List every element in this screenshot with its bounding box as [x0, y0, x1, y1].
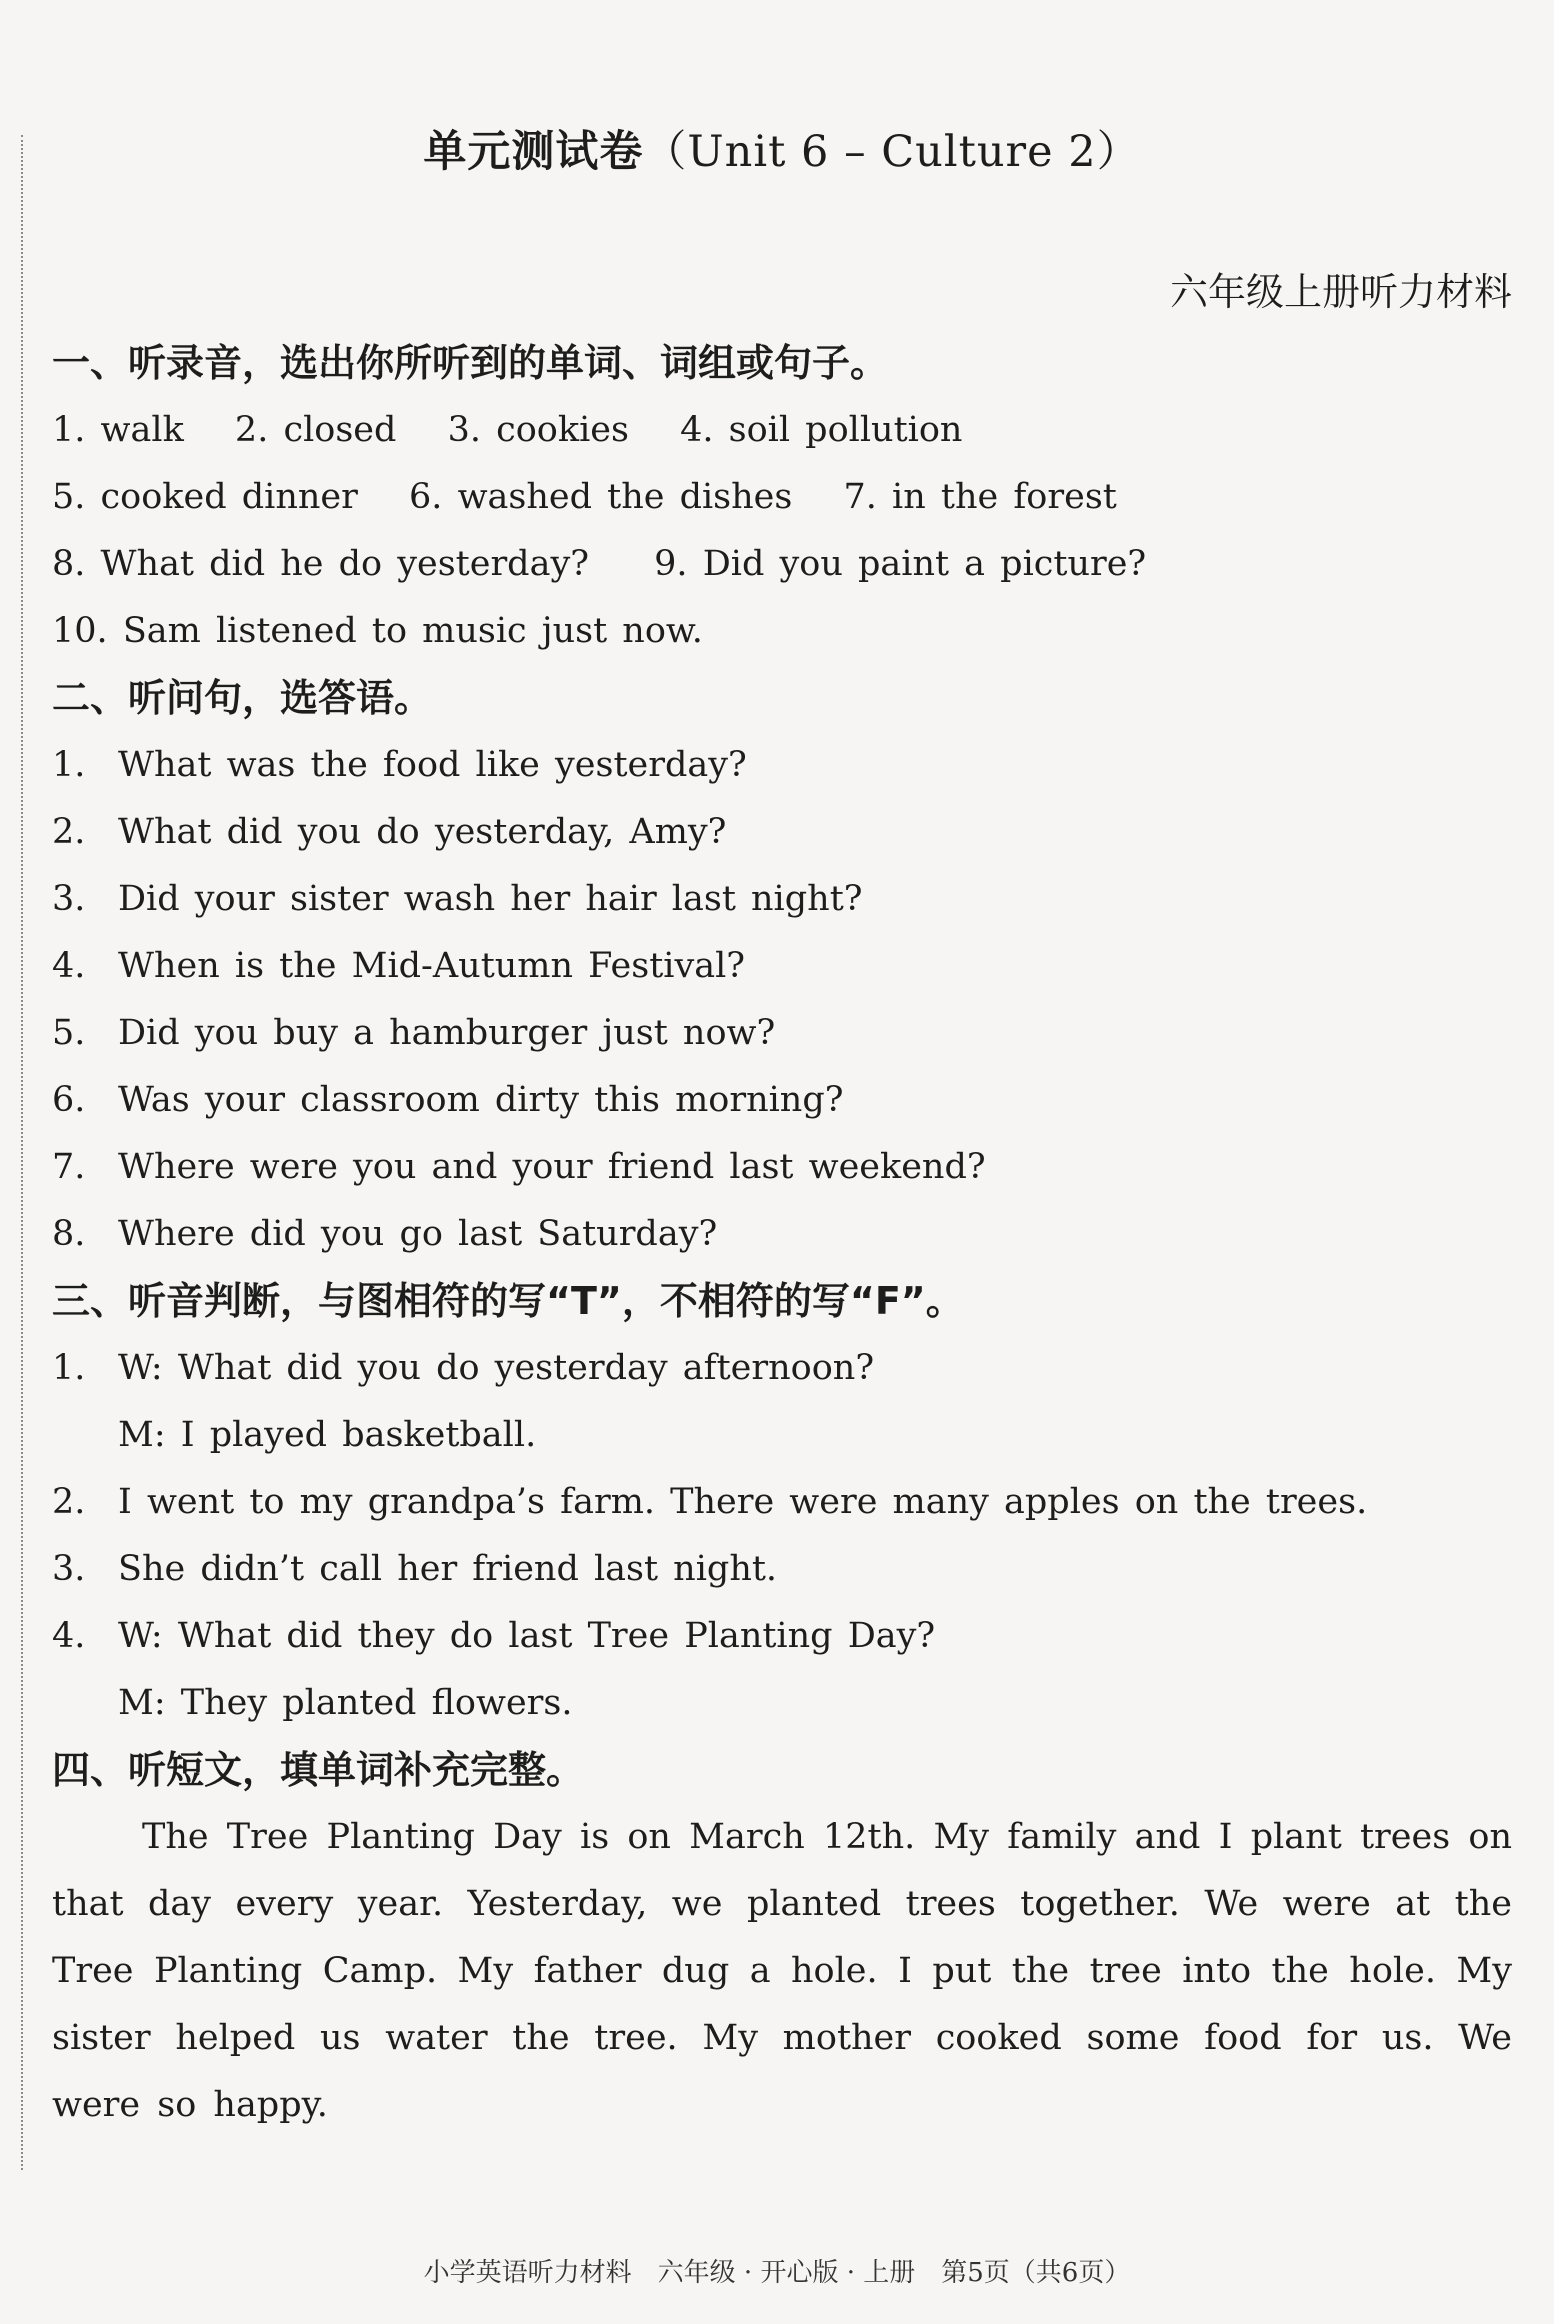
item-text: Sam listened to music just now. [122, 611, 703, 651]
item-number: 2. [52, 1482, 86, 1522]
item-text: Where did you go last Saturday? [118, 1214, 718, 1254]
section-1-row [52, 598, 1512, 665]
item-text: Did your sister wash her hair last night? [118, 879, 863, 919]
item-number: 3. [52, 879, 86, 919]
item-number: 2. [234, 410, 269, 450]
page-title [52, 118, 1512, 179]
item-text: I went to my grandpa’s farm. There were many apples on the trees. [118, 1482, 1368, 1522]
item-text: cooked dinner [100, 477, 358, 517]
title-main: 单元测试卷 [423, 127, 644, 177]
question-item [52, 933, 1512, 1000]
document-page [52, 118, 1512, 2139]
dialogue-item [52, 1536, 1512, 1603]
dialogue-item [52, 1603, 1512, 1670]
item-number: 5. [52, 1013, 86, 1053]
item-number: 4. [680, 410, 714, 450]
dialogue-reply [52, 1402, 1512, 1469]
question-item [52, 866, 1512, 933]
item-number: 3. [447, 410, 481, 450]
item-text: What did you do yesterday, Amy? [118, 812, 727, 852]
item-number: 9. [654, 544, 688, 584]
item-number: 1. [52, 410, 86, 450]
item-text: soil pollution [728, 410, 963, 450]
item-text: When is the Mid-Autumn Festival? [118, 946, 746, 986]
item-number: 6. [52, 1080, 86, 1120]
question-item [52, 1067, 1512, 1134]
item-number: 10. [52, 611, 108, 651]
item-text: Where were you and your friend last weekend? [118, 1147, 986, 1187]
item-text: Was your classroom dirty this morning? [118, 1080, 844, 1120]
section-3-heading: 三、听音判断，与图相符的写“T”，不相符的写“F”。 [52, 1279, 964, 1323]
title-unit: （Unit 6 – Culture 2） [643, 127, 1141, 177]
section-4-heading: 四、听短文，填单词补充完整。 [52, 1748, 585, 1792]
item-text: M: They planted flowers. [118, 1683, 573, 1723]
dialogue-item [52, 1469, 1512, 1536]
item-text: She didn’t call her friend last night. [118, 1549, 778, 1589]
item-number: 8. [52, 1214, 86, 1254]
item-text: What did he do yesterday? [100, 544, 589, 584]
item-number: 2. [52, 812, 86, 852]
item-number: 7. [843, 477, 877, 517]
item-number: 4. [52, 1616, 86, 1656]
item-text: W: What did you do yesterday afternoon? [118, 1348, 875, 1388]
item-number: 1. [52, 1348, 86, 1388]
section-2-heading: 二、听问句，选答语。 [52, 676, 433, 720]
question-item [52, 732, 1512, 799]
section-1-row [52, 531, 1512, 598]
question-item [52, 1134, 1512, 1201]
item-number: 7. [52, 1147, 86, 1187]
passage-text: The Tree Planting Day is on March 12th. My family and I plant trees on that day every year. Yesterday, we planted trees together. We were at the Tree Planting Camp. My father dug a hole. I put the tree into the hole. My sister helped us water the tree. My mother cooked some food for us. We were so happy. [52, 1817, 1512, 2125]
item-text: walk [100, 410, 184, 450]
section-1-row [52, 397, 1512, 464]
item-number: 8. [52, 544, 86, 584]
item-text: M: I played basketball. [118, 1415, 537, 1455]
item-text: in the forest [892, 477, 1117, 517]
dialogue-reply [52, 1670, 1512, 1737]
item-number: 4. [52, 946, 86, 986]
page-footer: 小学英语听力材料 六年级 · 开心版 · 上册 第5页（共6页） [423, 2258, 1131, 2288]
binding-margin-line [21, 135, 23, 2170]
item-text: W: What did they do last Tree Planting Day? [118, 1616, 936, 1656]
item-number: 3. [52, 1549, 86, 1589]
section-1-row [52, 464, 1512, 531]
item-text: closed [283, 410, 397, 450]
item-number: 1. [52, 745, 86, 785]
question-item [52, 1201, 1512, 1268]
item-text: What was the food like yesterday? [118, 745, 747, 785]
section-1-heading: 一、听录音，选出你所听到的单词、词组或句子。 [52, 341, 889, 385]
item-text: washed the dishes [457, 477, 793, 517]
dialogue-item [52, 1335, 1512, 1402]
item-text: cookies [496, 410, 629, 450]
item-text: Did you buy a hamburger just now? [118, 1013, 776, 1053]
question-item [52, 799, 1512, 866]
item-number: 5. [52, 477, 86, 517]
question-item [52, 1000, 1512, 1067]
page-subtitle: 六年级上册听力材料 [1169, 270, 1512, 314]
item-text: Did you paint a picture? [702, 544, 1147, 584]
item-number: 6. [409, 477, 443, 517]
